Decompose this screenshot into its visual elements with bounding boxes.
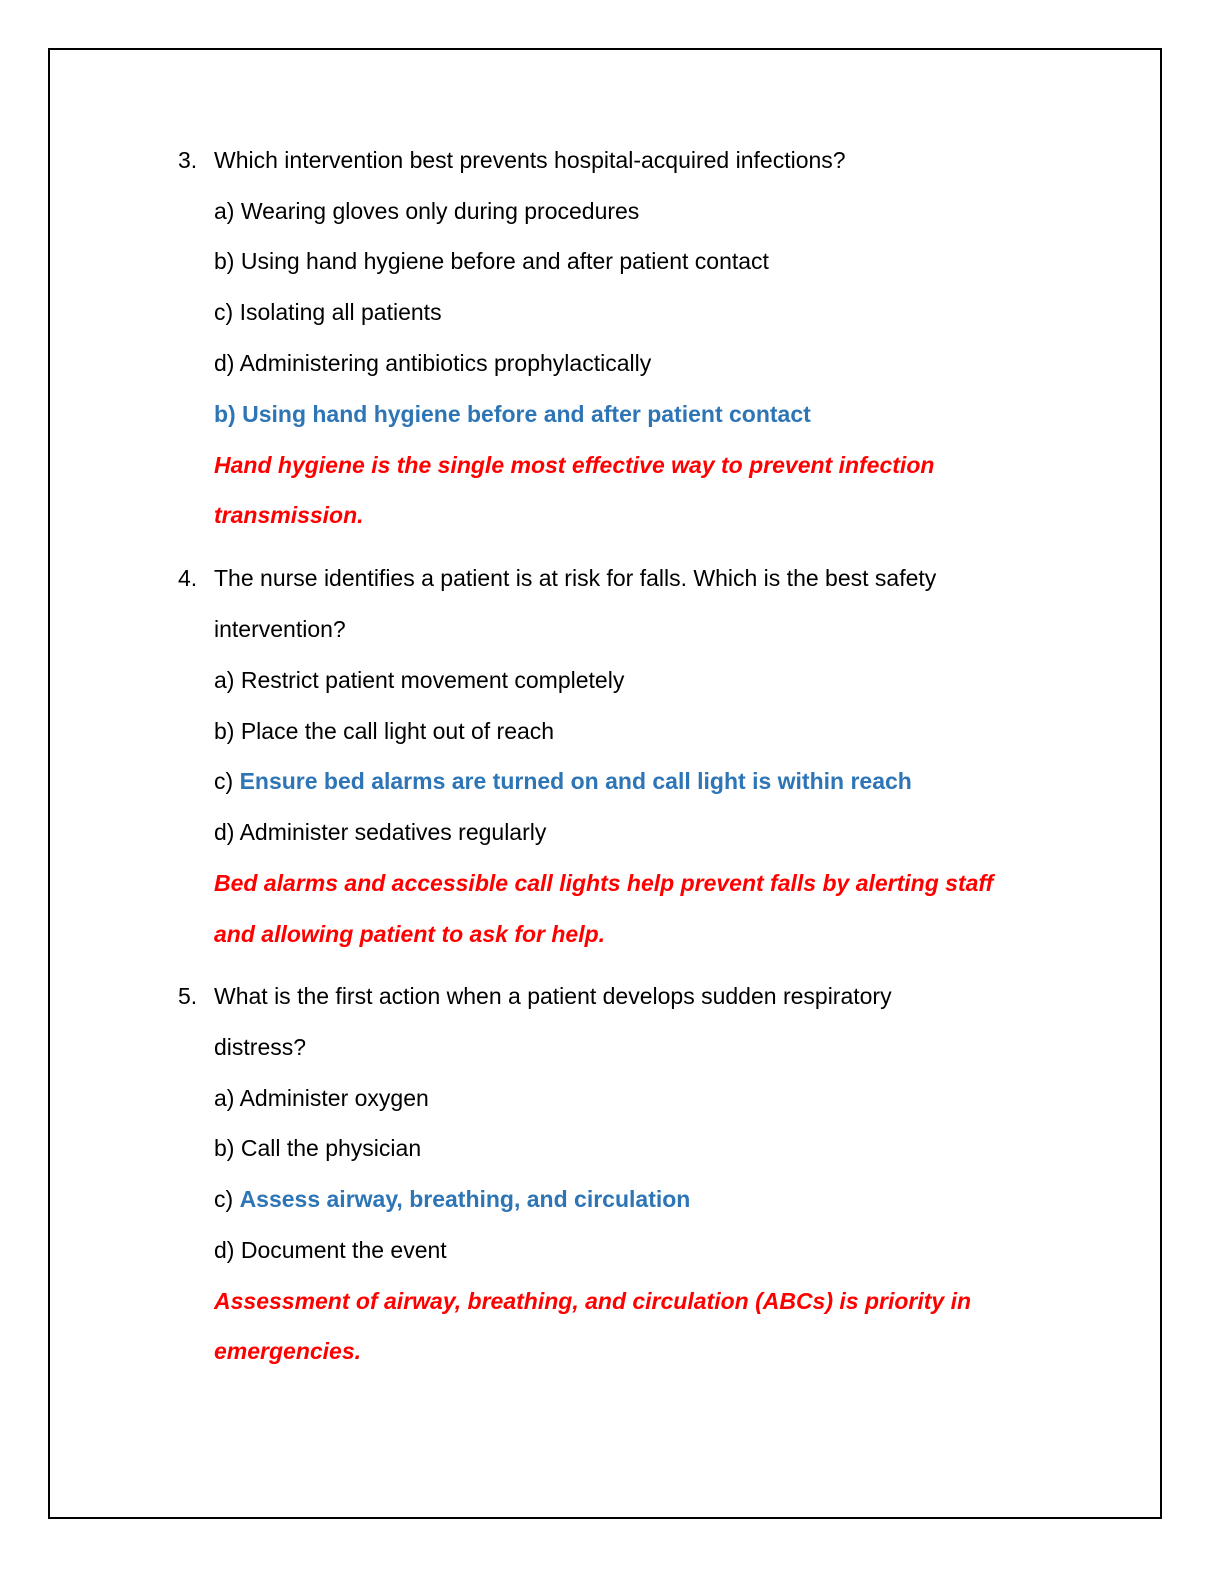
question-number: 4.: [178, 565, 198, 591]
option-prefix: a): [214, 198, 241, 224]
option-c: [214, 1184, 690, 1214]
option-a: [214, 1083, 429, 1113]
option-text-correct: Ensure bed alarms are turned on and call light is within reach: [239, 768, 912, 794]
question-number: 5.: [178, 983, 198, 1009]
option-text: Using hand hygiene before and after patient contact: [240, 248, 769, 274]
option-prefix: d): [214, 819, 240, 845]
option-text-correct: Assess airway, breathing, and circulation: [239, 1186, 691, 1212]
option-text: Restrict patient movement completely: [240, 667, 625, 693]
question-number: 3.: [178, 147, 198, 173]
option-text: Wearing gloves only during procedures: [240, 198, 640, 224]
question-stem-line-2: intervention?: [214, 616, 346, 642]
correct-answer: b) Using hand hygiene before and after patient contact: [214, 401, 811, 427]
rationale-line-2: emergencies.: [214, 1338, 362, 1364]
option-prefix: b): [214, 1135, 241, 1161]
option-prefix: d): [214, 350, 240, 376]
question-stem-line-1: The nurse identifies a patient is at risk for falls. Which is the best safety: [214, 565, 937, 591]
rationale-line-1: Hand hygiene is the single most effective way to prevent infection: [214, 452, 935, 478]
option-a: [214, 196, 639, 226]
question-stem: Which intervention best prevents hospital-acquired infections?: [214, 147, 846, 173]
question-stem-line-1: What is the first action when a patient develops sudden respiratory: [214, 983, 892, 1009]
option-b: [214, 716, 554, 746]
rationale-line-2: and allowing patient to ask for help.: [214, 921, 606, 947]
option-prefix: c): [214, 299, 240, 325]
rationale-line-1: Bed alarms and accessible call lights help prevent falls by alerting staff: [214, 870, 994, 896]
option-d: [214, 1235, 447, 1265]
option-b: [214, 1133, 421, 1163]
option-prefix: a): [214, 1085, 240, 1111]
option-text: Administer sedatives regularly: [239, 819, 547, 845]
rationale-line-1: Assessment of airway, breathing, and circulation (ABCs) is priority in: [214, 1288, 972, 1314]
option-c: [214, 297, 442, 327]
option-prefix: b): [214, 248, 241, 274]
option-c: [214, 766, 912, 796]
option-text: Administer oxygen: [239, 1085, 429, 1111]
rationale-line-2: transmission.: [214, 502, 364, 528]
option-a: [214, 665, 624, 695]
option-d: [214, 348, 651, 378]
option-b: [214, 246, 769, 276]
option-text: Document the event: [240, 1237, 447, 1263]
option-text: Place the call light out of reach: [240, 718, 555, 744]
option-text: Call the physician: [240, 1135, 422, 1161]
question-stem-line-2: distress?: [214, 1034, 307, 1060]
option-prefix: b): [214, 718, 241, 744]
option-prefix: c): [214, 768, 240, 794]
option-prefix: c): [214, 1186, 240, 1212]
option-d: [214, 817, 546, 847]
option-text: Isolating all patients: [239, 299, 442, 325]
option-prefix: a): [214, 667, 241, 693]
option-prefix: d): [214, 1237, 241, 1263]
option-text: Administering antibiotics prophylactically: [239, 350, 652, 376]
